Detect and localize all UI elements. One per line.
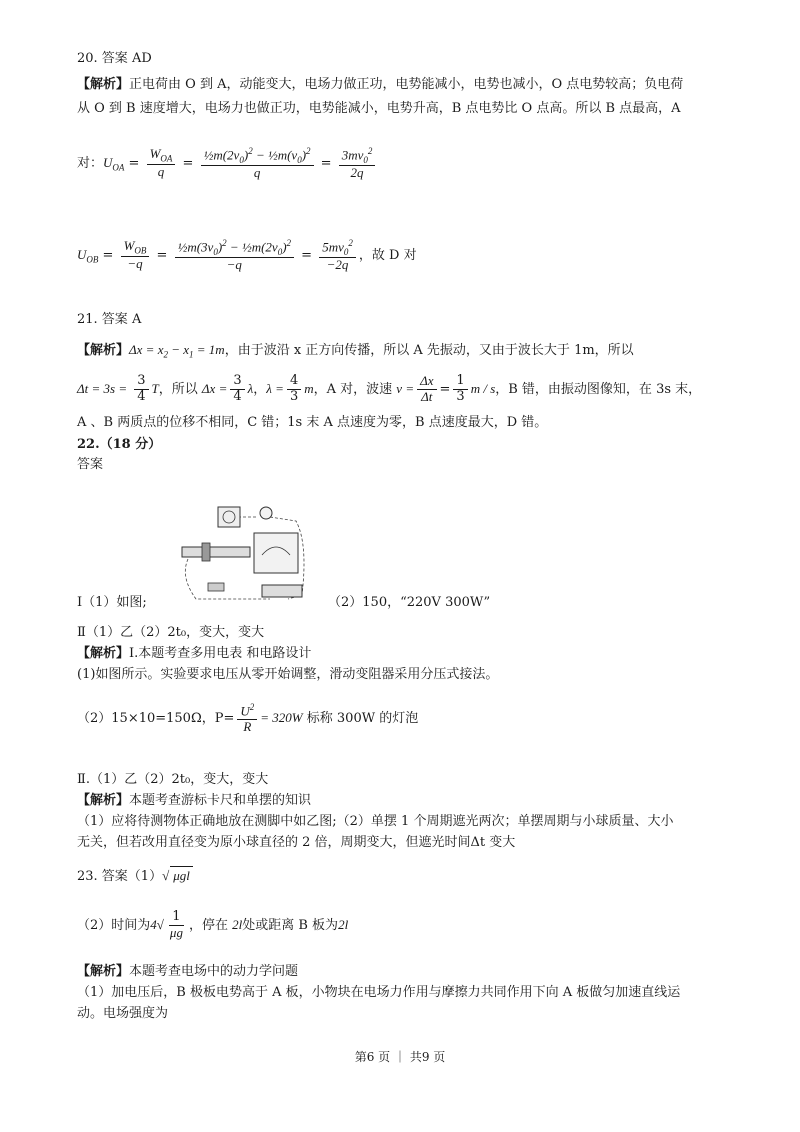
circuit-diagram-image — [178, 503, 314, 607]
page-footer: 第6 页 ｜ 共9 页 — [354, 1050, 446, 1064]
q21-heading: 21. 答案 A — [77, 312, 142, 327]
q22-exp1-text: Ⅰ.本题考查多用电表 和电路设计 — [129, 646, 312, 661]
q22-exp3: （2）15×10=150Ω，P= $\frac{U^2}{R}$ = 320W 标称 300W 的灯泡 — [77, 702, 419, 735]
q22-exp4 — [77, 792, 311, 810]
q21-line2-a: ，所以 — [158, 381, 198, 397]
q22-answer-label: 答案 — [77, 457, 104, 472]
q23-exp2: （1）加电压后，B 极板电势高于 A 板，小物块在电场力作用与摩擦力共同作用下向 A 板做匀加速直线运 — [77, 985, 681, 1000]
q20-formula-uob: $U_{OB}$ = $\frac{W_{OB}}{-q}$ = $\frac{\frac{1}{2}m(3v_0)^2 - \frac{1}{2}m(2v_0)^2}{-q}$ = $\frac{5mv_0^2}{-2q}$ ，故 D 对 — [77, 238, 417, 273]
q22-i-label: Ⅰ（1）如图; — [77, 595, 147, 610]
q22-exp3-suffix: 标称 300W 的灯泡 — [306, 711, 419, 727]
q21-line1: 【解析】$\Delta x = x_2 - x_1 = 1m$，由于波沿 x 正方向传播，所以 A 先振动，又由于波长大于 1m，所以 — [77, 342, 634, 360]
q21-tag: 【解析】 — [77, 343, 130, 358]
q20-tag: 【解析】 — [77, 77, 130, 92]
q23-line2: （2）时间为4√ $\frac{1}{\mu g}$ ，停在 2l处或距离 B 板为2l — [77, 909, 349, 940]
q22-exp3-prefix: （2）15×10=150Ω，P= — [77, 711, 235, 727]
q23-exp1 — [77, 963, 298, 981]
q23-tag: 【解析】 — [77, 964, 130, 979]
q22-i-2: （2）150，“220V 300W” — [328, 595, 491, 610]
q22-exp5: （1）应将待测物体正确地放在测脚中如乙图;（2）单摆 1 个周期遮光两次；单摆周期与小球质量、大小 — [77, 814, 674, 829]
q20-line3-prefix: 对： — [77, 156, 104, 172]
q20-line2: 从 O 到 B 速度增大，电场力也做正功，电势能减小，电势升高，B 点电势比 O 点高。所以 B 点最高，A — [77, 101, 681, 116]
q21-line2: Δt = 3s = $\frac{3}{4}$ T，所以 Δx = $\frac{3}{4}$ λ，λ = $\frac{4}{3}$ m，A 对，波速 v = $\frac{\Delta x}{\Delta t}$ = $\frac{1}{3}$ m / s，B 错，由振动图像知，在 3s 末， — [77, 373, 702, 404]
q23-line2-mid: 处或距离 B 板为 — [242, 917, 339, 933]
q22-exp2: (1)如图所示。实验要求电压从零开始调整，滑动变阻器采用分压式接法。 — [77, 667, 499, 682]
q23-line2-suffix: ，停在 — [188, 917, 228, 933]
q23-exp3: 动。电场强度为 — [77, 1006, 169, 1021]
q23-line2-prefix: （2）时间为 — [77, 917, 151, 933]
q22-ii: Ⅱ（1）乙（2）2t₀，变大，变大 — [77, 625, 265, 640]
q21-line2-c: ，B 错，由振动图像知，在 3s 末， — [495, 381, 702, 397]
q22-tag-1: 【解析】 — [77, 646, 130, 661]
q22-tag-2: 【解析】 — [77, 793, 130, 808]
q22-heading: 22.（18 分） — [77, 437, 162, 452]
q21-line1-text: ，由于波沿 x 正方向传播，所以 A 先振动，又由于波长大于 1m，所以 — [224, 343, 634, 358]
q23-exp1-text: 本题考查电场中的动力学问题 — [129, 964, 299, 979]
q22-ii2: Ⅱ.（1）乙（2）2t₀，变大，变大 — [77, 772, 269, 787]
q20-line1 — [77, 76, 683, 94]
q23-heading-text: 23. 答案（1） — [77, 869, 163, 884]
q23-heading: 23. 答案（1）√ μgl — [77, 866, 193, 886]
q20-formula-uoa: 对：$U_{OA}$ = $\frac{W_{OA}}{q}$ = $\frac{\frac{1}{2}m(2v_0)^2 - \frac{1}{2}m(v_0)^2}{q}$ = $\frac{3mv_0^2}{2q}$ — [77, 146, 378, 181]
q21-line2-b: ，A 对，波速 — [313, 381, 393, 397]
q20-line4-suffix: ，故 D 对 — [358, 248, 417, 264]
q22-exp6: 无关，但若改用直径变为原小球直径的 2 倍，周期变大，但遮光时间Δt 变大 — [77, 835, 516, 850]
q21-line3: A 、B 两质点的位移不相同，C 错；1s 末 A 点速度为零，B 点速度最大，D 错。 — [77, 415, 548, 430]
q22-exp4-text: 本题考查游标卡尺和单摆的知识 — [129, 793, 312, 808]
q20-line1-text: 正电荷由 O 到 A，动能变大，电场力做正功，电势能减小，电势也减小，O 点电势较高；负电荷 — [129, 77, 684, 92]
q22-exp1 — [77, 645, 311, 663]
q20-heading: 20. 答案 AD — [77, 51, 152, 66]
